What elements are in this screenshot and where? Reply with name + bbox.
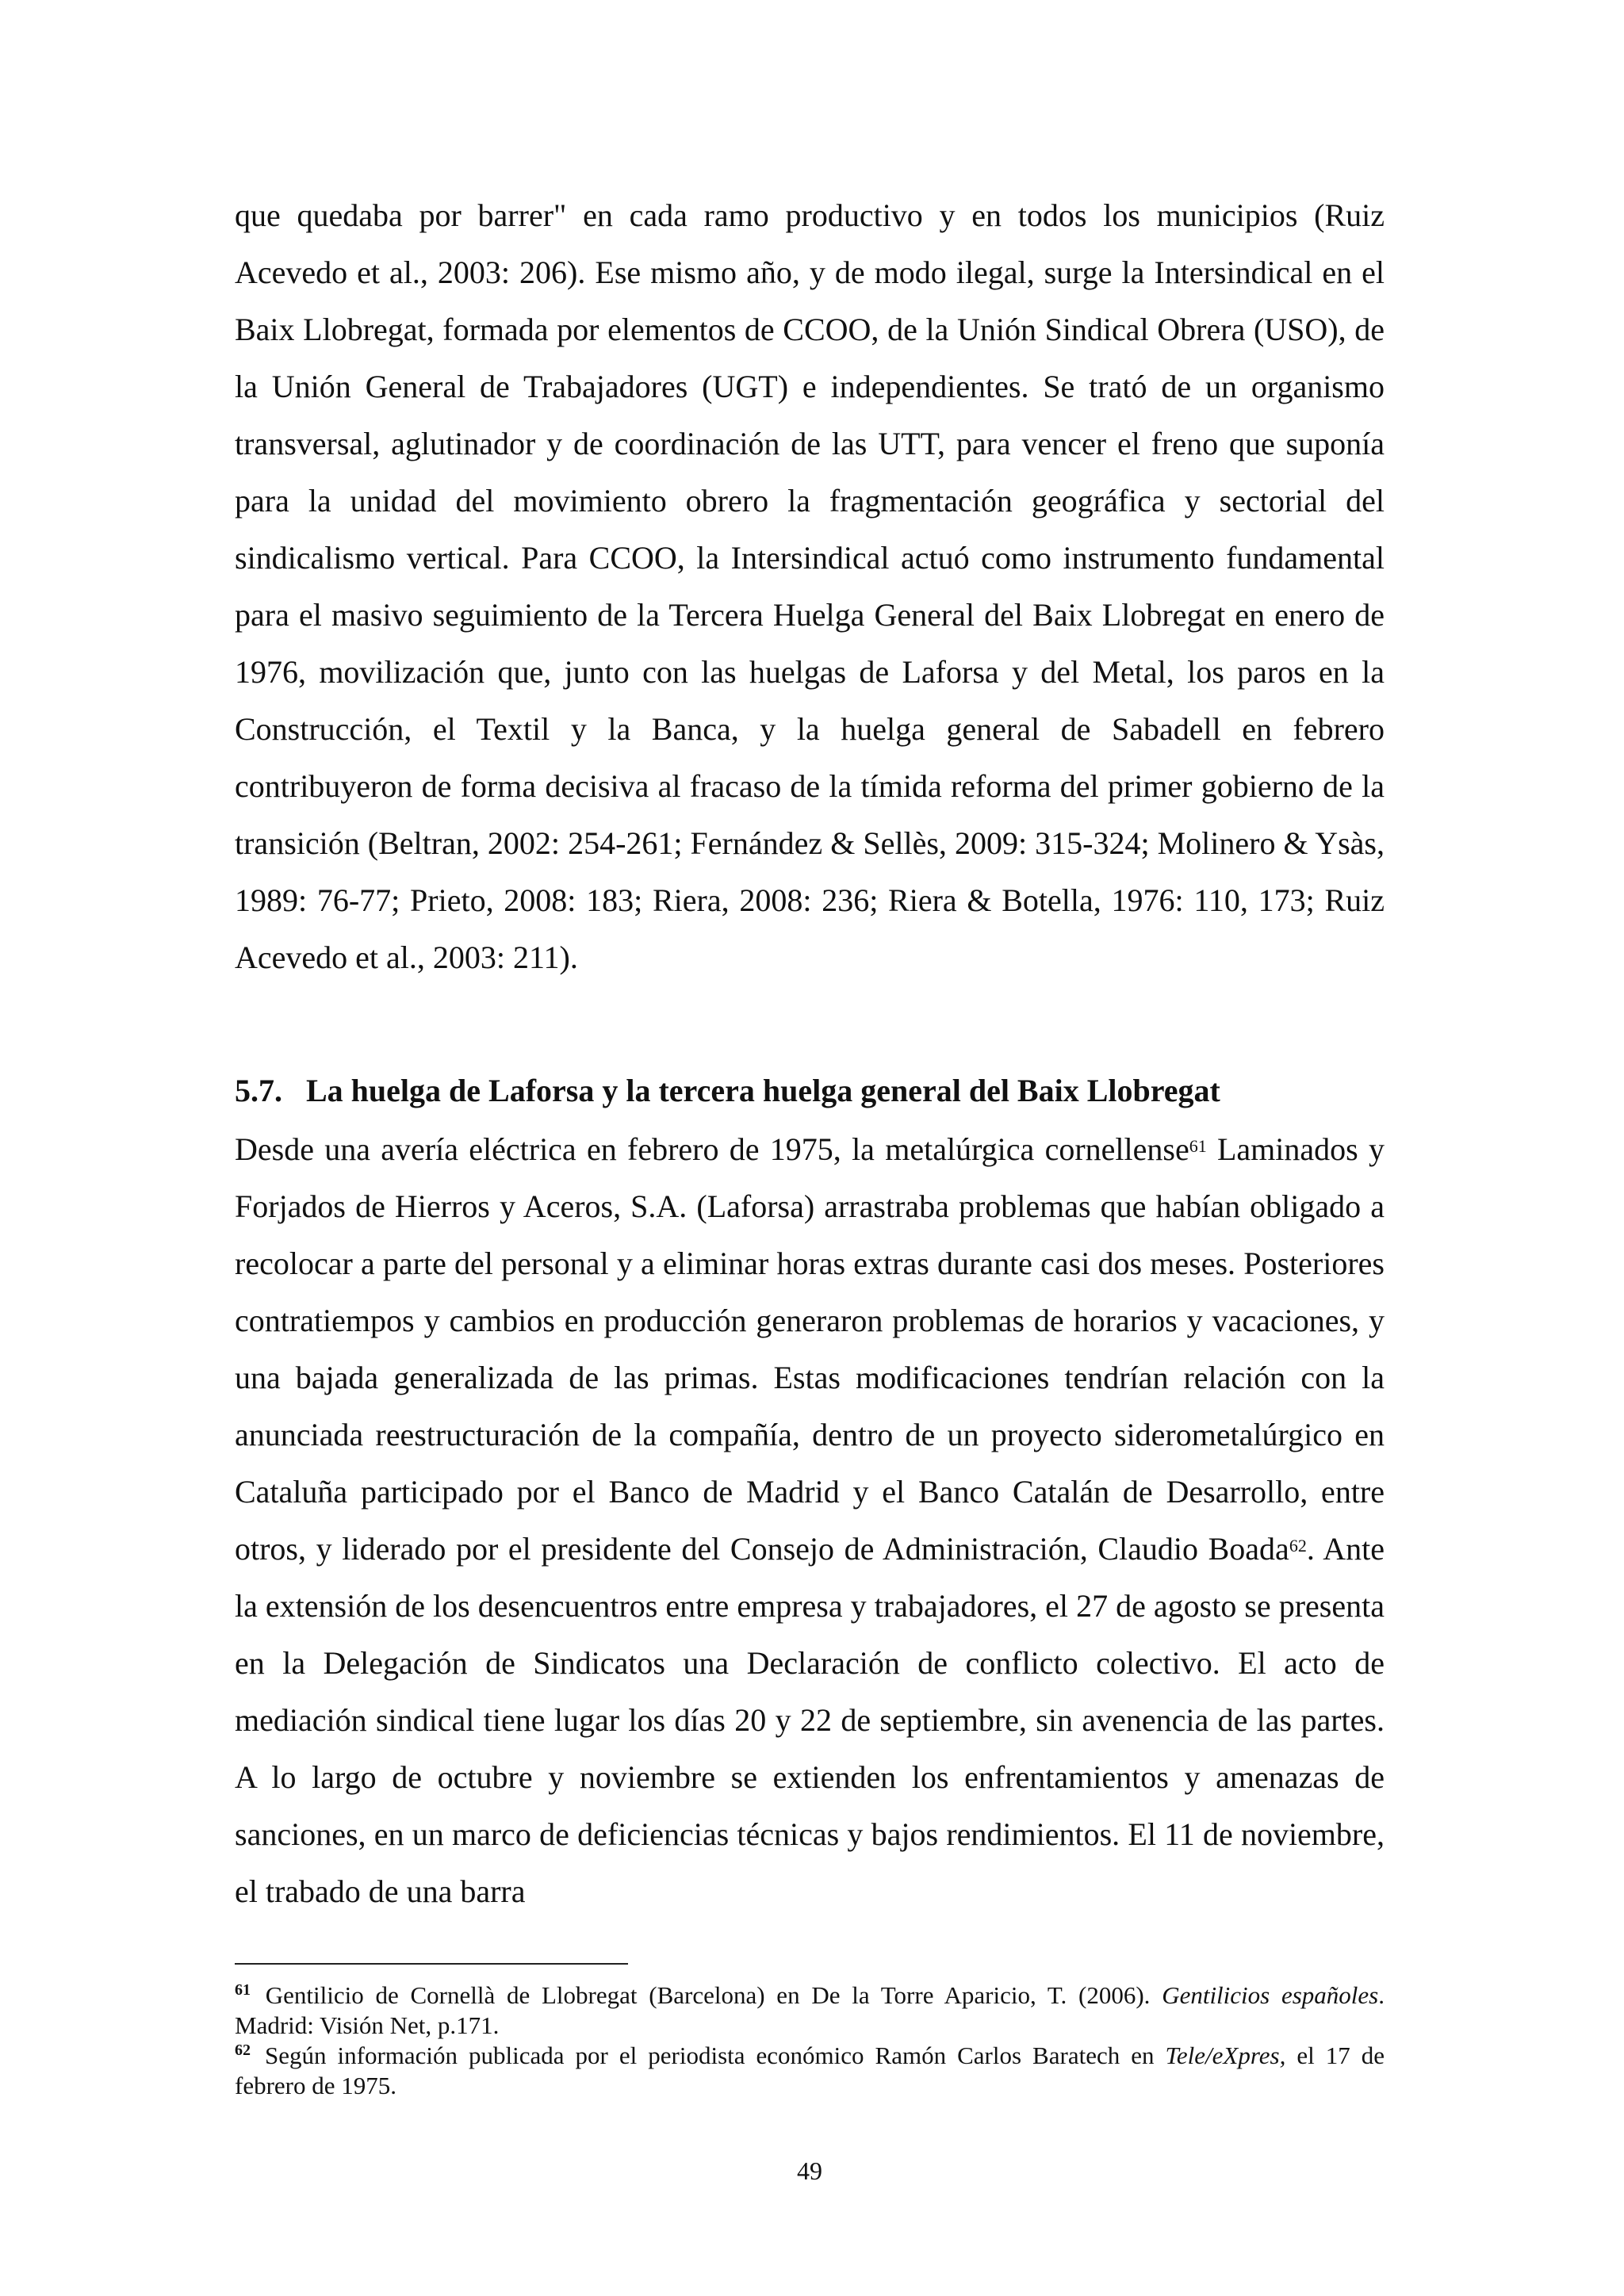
footnote-mark: 61 — [235, 1980, 251, 1999]
footnote-italic-title: Tele/eXpres, — [1165, 2042, 1286, 2069]
page-number: 49 — [797, 2156, 822, 2185]
footnote-mark: 62 — [235, 2041, 251, 2059]
section-number: 5.7. — [235, 1073, 282, 1108]
section-title: La huelga de Laforsa y la tercera huelga general del Baix Llobregat — [306, 1073, 1220, 1108]
para2-text-a: Desde una avería eléctrica en febrero de 1975, la metalúrgica cornellense — [235, 1131, 1189, 1167]
body-paragraph-1: que quedaba por barrer" en cada ramo productivo y en todos los municipios (Ruiz Acevedo et al., 2003: 206). Ese mismo año, y de modo ilegal, surge la Intersindical en el Baix Llobregat, formada por elementos de CCOO, de la Unión Sindical Obrera (USO), de la Unión General de Trabajadores (UGT) e independientes. Se trató de un organismo transversal, aglutinador y de coordinación de las UTT, para vencer el freno que suponía para la unidad del movimiento obrero la fragmentación geográfica y sectorial del sindicalismo vertical. Para CCOO, la Intersindical actuó como instrumento fundamental para el masivo seguimiento de la Tercera Huelga General del Baix Llobregat en enero de 1976, movilización que, junto con las huelgas de Laforsa y del Metal, los paros en la Construcción, el Textil y la Banca, y la huelga general de Sabadell en febrero contribuyeron de forma decisiva al fracaso de la tímida reforma del primer gobierno de la transición (Beltran, 2002: 254-261; Fernández & Sellès, 2009: 315-324; Molinero & Ysàs, 1989: 76-77; Prieto, 2008: 183; Riera, 2008: 236; Riera & Botella, 1976: 110, 173; Ruiz Acevedo et al., 2003: 211). — [235, 197, 1385, 975]
footnote-ref-62[interactable]: 62 — [1289, 1535, 1307, 1556]
footnotes — [235, 1980, 1385, 2101]
footnote-text: Según información publicada por el periodista económico Ramón Carlos Baratech en — [254, 2042, 1166, 2069]
footnote-ref-61[interactable]: 61 — [1189, 1135, 1207, 1156]
para2-text-c: . Ante la extensión de los desencuentros entre empresa y trabajadores, el 27 de agosto se presenta en la Delegación de Sindicatos una Declaración de conflicto colectivo. El acto de mediación sindical tiene lugar los días 20 y 22 de septiembre, sin avenencia de las partes. A lo largo de octubre y noviembre se extienden los enfrentamientos y amenazas de sanciones, en un marco de deficiencias técnicas y bajos rendimientos. El 11 de noviembre, el trabado de una barra — [235, 1531, 1385, 1909]
footnote-separator — [235, 1963, 628, 1965]
body-paragraph-2 — [235, 1121, 1385, 1920]
section-heading — [235, 1062, 1220, 1119]
footnote-61 — [235, 1980, 1385, 2041]
document-page — [235, 0, 1385, 2296]
footnote-text-end: el 17 de febrero de 1975. — [235, 2042, 1385, 2099]
footnote-text: Gentilicio de Cornellà de Llobregat (Barcelona) en De la Torre Aparicio, T. (2006). — [254, 1981, 1162, 2009]
footnote-62 — [235, 2041, 1385, 2101]
footnote-italic-title: Gentilicios españoles — [1162, 1981, 1379, 2009]
para2-text-b: Laminados y Forjados de Hierros y Aceros, S.A. (Laforsa) arrastraba problemas que habían obligado a recolocar a parte del personal y a eliminar horas extras durante casi dos meses. Posteriores contratiempos y cambios en producción generaron problemas de horarios y vacaciones, y una bajada generalizada de las primas. Estas modificaciones tendrían relación con la anunciada reestructuración de la compañía, dentro de un proyecto siderometalúrgico en Cataluña participado por el Banco de Madrid y el Banco Catalán de Desarrollo, entre otros, y liderado por el presidente del Consejo de Administración, Claudio Boada — [235, 1131, 1385, 1567]
footnote-text-end: . Madrid: Visión Net, p.171. — [235, 1981, 1385, 2039]
